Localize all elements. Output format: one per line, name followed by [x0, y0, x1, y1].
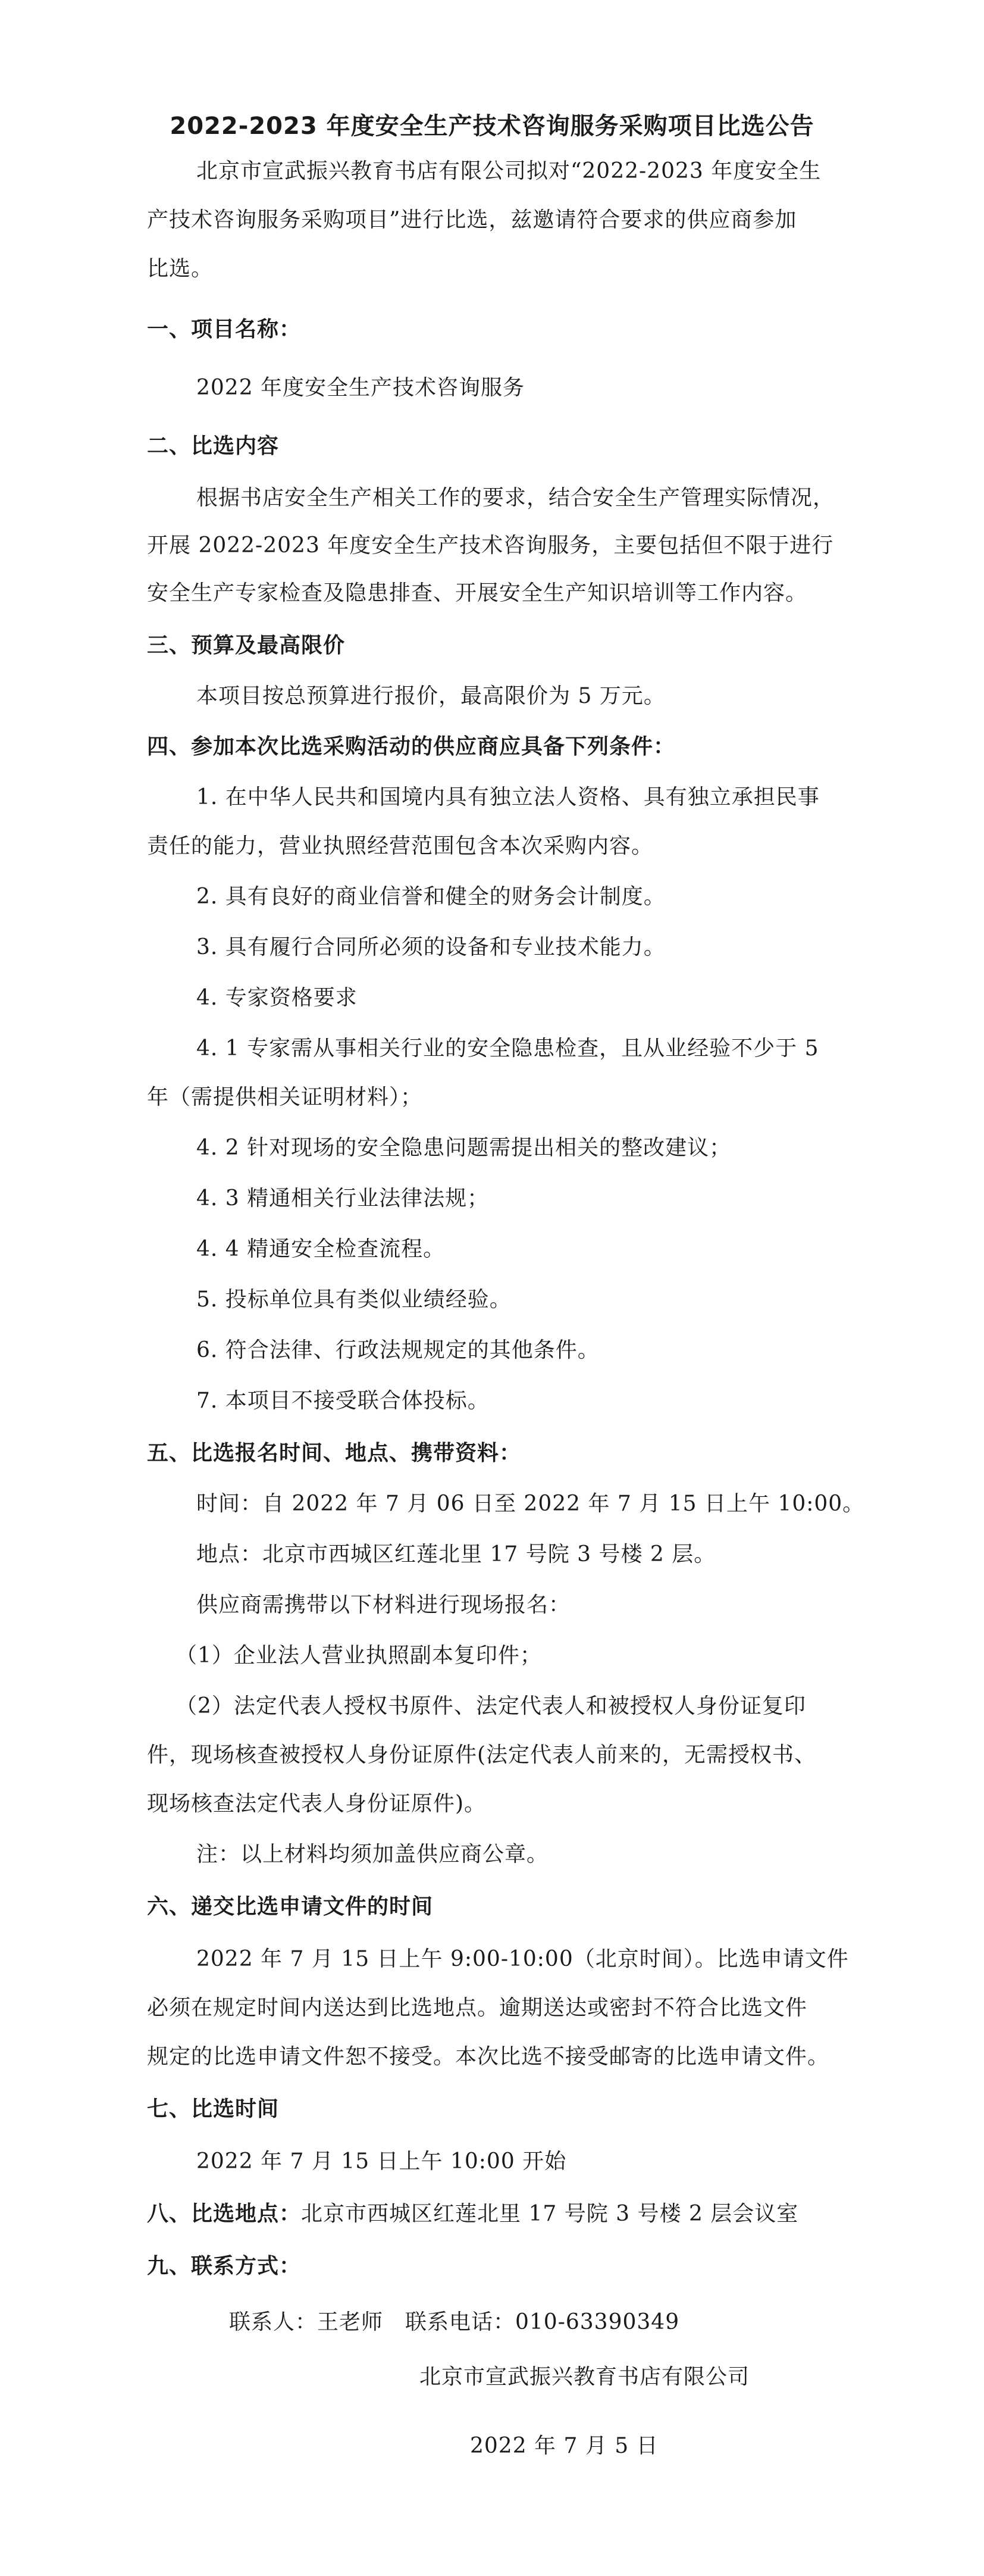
intro-line-2: 产技术咨询服务采购项目”进行比选，兹邀请符合要求的供应商参加 — [147, 208, 797, 232]
section-4-heading: 四、参加本次比选采购活动的供应商应具备下列条件： — [147, 734, 676, 759]
requirement-7: 7. 本项目不接受联合体投标。 — [196, 1389, 490, 1413]
section-3-text: 本项目按总预算进行报价，最高限价为 5 万元。 — [196, 684, 666, 708]
material-2-line-2: 件，现场核查被授权人身份证原件(法定代表人前来的，无需授权书、 — [147, 1743, 817, 1767]
requirement-3: 3. 具有履行合同所必须的设备和专业技术能力。 — [196, 935, 666, 959]
intro-line-1: 北京市宣武振兴教育书店有限公司拟对“2022-2023 年度安全生 — [196, 159, 822, 183]
requirement-4-2: 4. 2 针对现场的安全隐患问题需提出相关的整改建议； — [196, 1136, 732, 1160]
requirement-4-1-line-1: 4. 1 专家需从事相关行业的安全隐患检查，且从业经验不少于 5 — [196, 1036, 819, 1061]
section-5-heading: 五、比选报名时间、地点、携带资料： — [147, 1441, 522, 1465]
material-2-line-3: 现场核查法定代表人身份证原件)。 — [147, 1792, 487, 1816]
contact-info: 联系人：王老师 联系电话：010-63390349 — [229, 2310, 680, 2334]
section-2-line-2: 开展 2022-2023 年度安全生产技术咨询服务，主要包括但不限于进行 — [147, 533, 834, 558]
requirement-6: 6. 符合法律、行政法规规定的其他条件。 — [196, 1338, 600, 1362]
materials-note: 注：以上材料均须加盖供应商公章。 — [196, 1842, 549, 1867]
section-1-heading: 一、项目名称： — [147, 317, 302, 342]
registration-place: 地点：北京市西城区红莲北里 17 号院 3 号楼 2 层。 — [196, 1542, 716, 1567]
signature-company: 北京市宣武振兴教育书店有限公司 — [419, 2365, 750, 2389]
section-9-heading: 九、联系方式： — [147, 2254, 302, 2278]
material-2-line-1: （2）法定代表人授权书原件、法定代表人和被授权人身份证复印 — [176, 1694, 806, 1718]
signature-date: 2022 年 7 月 5 日 — [470, 2434, 659, 2458]
section-2-line-3: 安全生产专家检查及隐患排查、开展安全生产知识培训等工作内容。 — [147, 581, 808, 605]
section-7-heading: 七、比选时间 — [147, 2097, 280, 2121]
requirement-1-line-1: 1. 在中华人民共和国境内具有独立法人资格、具有独立承担民事 — [196, 785, 820, 809]
intro-line-3: 比选。 — [147, 257, 214, 281]
page-title: 2022-2023 年度安全生产技术咨询服务采购项目比选公告 — [170, 112, 814, 140]
requirement-4: 4. 专家资格要求 — [196, 986, 358, 1010]
section-6-line-1: 2022 年 7 月 15 日上午 9:00-10:00（北京时间）。比选申请文件 — [196, 1947, 849, 1971]
section-8-text: 北京市西城区红莲北里 17 号院 3 号楼 2 层会议室 — [301, 2202, 799, 2226]
requirement-4-4: 4. 4 精通安全检查流程。 — [196, 1237, 446, 1261]
section-6-heading: 六、递交比选申请文件的时间 — [147, 1895, 434, 1919]
section-8-row — [147, 2201, 798, 2227]
requirement-2: 2. 具有良好的商业信誉和健全的财务会计制度。 — [196, 884, 666, 909]
section-2-line-1: 根据书店安全生产相关工作的要求，结合安全生产管理实际情况， — [196, 486, 835, 510]
section-7-text: 2022 年 7 月 15 日上午 10:00 开始 — [196, 2149, 567, 2174]
requirement-4-1-line-2: 年（需提供相关证明材料）； — [147, 1085, 423, 1109]
registration-time: 时间：自 2022 年 7 月 06 日至 2022 年 7 月 15 日上午 10:00。 — [196, 1492, 865, 1516]
requirement-4-3: 4. 3 精通相关行业法律法规； — [196, 1186, 490, 1211]
requirement-5: 5. 投标单位具有类似业绩经验。 — [196, 1287, 512, 1312]
section-8-heading: 八、比选地点： — [147, 2202, 302, 2226]
section-2-heading: 二、比选内容 — [147, 434, 280, 458]
material-1: （1）企业法人营业执照副本复印件； — [176, 1643, 542, 1668]
requirement-1-line-2: 责任的能力，营业执照经营范围包含本次采购内容。 — [147, 834, 654, 858]
section-6-line-3: 规定的比选申请文件恕不接受。本次比选不接受邮寄的比选申请文件。 — [147, 2044, 830, 2069]
section-1-text: 2022 年度安全生产技术咨询服务 — [196, 376, 525, 400]
section-6-line-2: 必须在规定时间内送达到比选地点。逾期送达或密封不符合比选文件 — [147, 1996, 808, 2020]
registration-materials-intro: 供应商需携带以下材料进行现场报名： — [196, 1593, 571, 1617]
section-3-heading: 三、预算及最高限价 — [147, 633, 346, 658]
